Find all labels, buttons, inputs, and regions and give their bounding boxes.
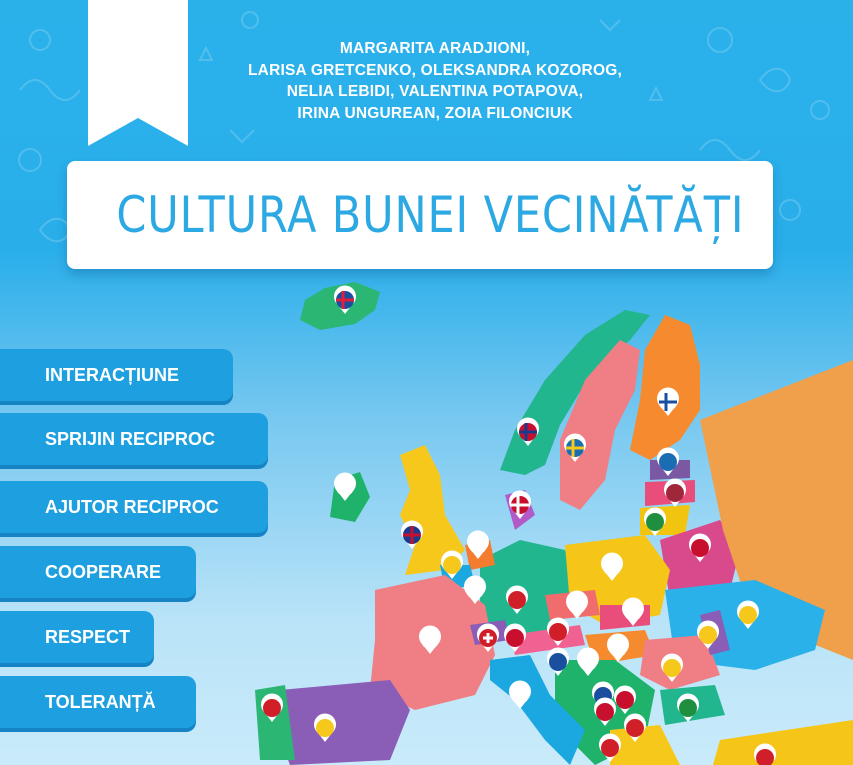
book-title: CULTURA BUNEI VECINĂTĂȚI (116, 186, 745, 244)
value-pill: TOLERANȚĂ (0, 676, 196, 728)
author-line: IRINA UNGUREAN, ZOIA FILONCIUK (297, 104, 573, 122)
turkey-shape (713, 720, 853, 765)
author-line: LARISA GRETCENKO, OLEKSANDRA KOZOROG, (248, 61, 622, 79)
value-pill: RESPECT (0, 611, 154, 663)
turkey-flag-marker (754, 744, 776, 765)
author-line: NELIA LEBIDI, VALENTINA POTAPOVA, (286, 83, 584, 100)
value-pill: SPRIJIN RECIPROC (0, 413, 268, 465)
author-line: MARGARITA ARADJIONI, (339, 40, 531, 57)
value-pill: AJUTOR RECIPROC (0, 481, 268, 533)
value-pill: COOPERARE (0, 546, 196, 598)
value-pill: INTERACȚIUNE (0, 349, 233, 401)
finland-shape (630, 315, 700, 460)
title-banner (67, 161, 773, 269)
bookmark-ribbon-icon (88, 0, 188, 146)
spain-shape (275, 680, 410, 765)
authors-block (175, 38, 695, 124)
